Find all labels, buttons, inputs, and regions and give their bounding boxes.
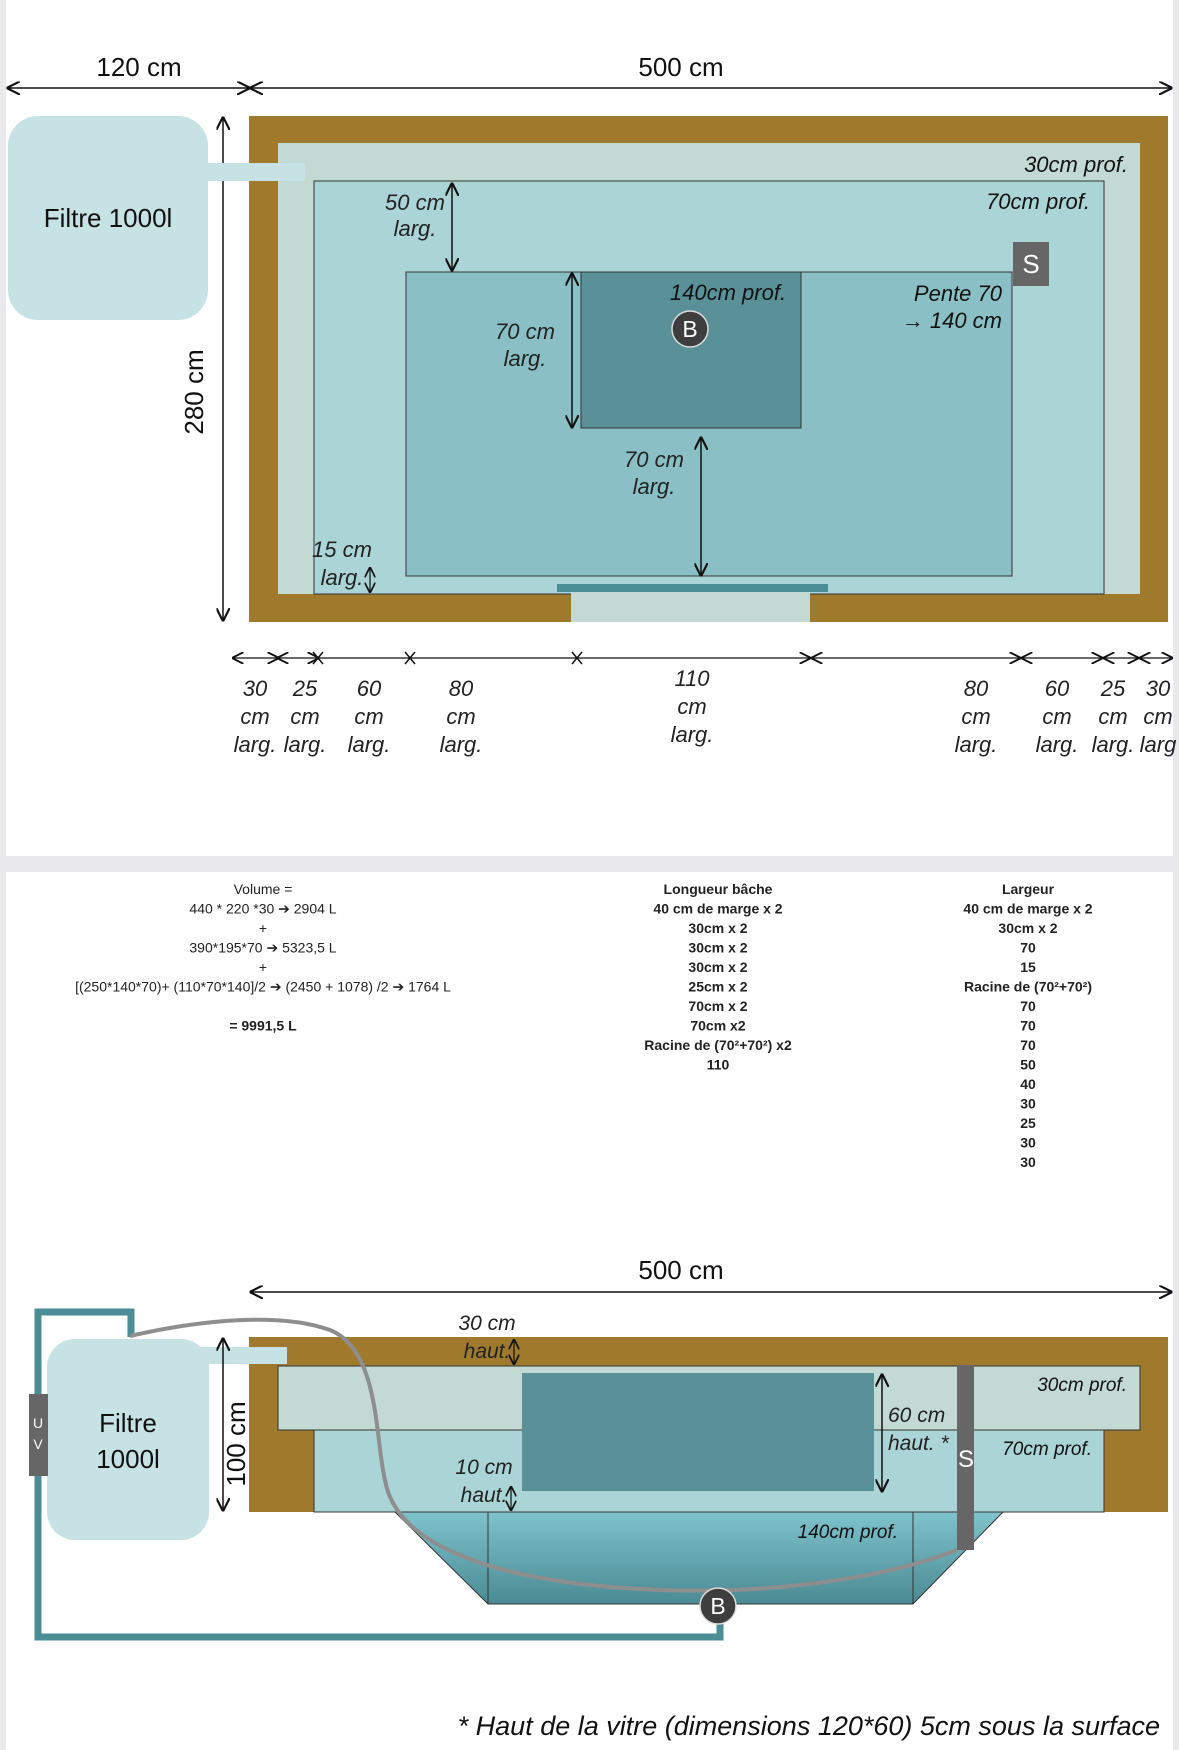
bottom-dim-value: 60 xyxy=(356,676,382,701)
slope-label-2: → 140 cm xyxy=(901,308,1002,333)
dim-70a-label-1: 70 cm xyxy=(495,319,555,344)
length-line: 40 cm de marge x 2 xyxy=(653,900,783,917)
bottom-dim-value: 80 xyxy=(448,676,474,701)
length-line: 70cm x2 xyxy=(690,1017,746,1034)
filter-pipe xyxy=(206,163,305,181)
volume-line: 440 * 220 *30 ➔ 2904 L xyxy=(189,900,337,917)
dim-10h-label-1: 10 cm xyxy=(455,1456,513,1479)
bottom-dim-kind: larg. xyxy=(233,732,277,757)
bottom-dim-unit: cm xyxy=(1143,704,1173,729)
section-bonde-label: B xyxy=(710,1593,726,1619)
calculations xyxy=(75,881,1093,1170)
dim-500-label: 500 cm xyxy=(638,52,724,82)
volume-line: Volume = xyxy=(233,881,293,897)
bonde-label: B xyxy=(682,316,698,342)
bottom-dim-kind: larg. xyxy=(439,732,483,757)
length-line: 25cm x 2 xyxy=(688,978,748,995)
uv-lamp xyxy=(29,1394,48,1476)
window-step xyxy=(571,592,810,622)
dim-70b-label-1: 70 cm xyxy=(624,447,684,472)
bottom-dim-value: 30 xyxy=(1145,676,1171,701)
dim-30h-label-1: 30 cm xyxy=(458,1312,516,1335)
section-depth-70: 70cm prof. xyxy=(1002,1439,1092,1460)
volume-line: 390*195*70 ➔ 5323,5 L xyxy=(189,939,337,956)
width-line: 30 xyxy=(1020,1095,1036,1112)
bottom-dim-kind: larg. xyxy=(670,722,714,747)
bottom-dim-kind: larg. xyxy=(347,732,391,757)
length-line: 30cm x 2 xyxy=(688,959,748,975)
uv-label-2: V xyxy=(33,1436,43,1452)
dim-15-label-1: 15 cm xyxy=(312,537,372,562)
section-depth-140: 140cm prof. xyxy=(797,1522,898,1543)
bottom-dim-kind: larg. xyxy=(1091,732,1135,757)
depth-30-label: 30cm prof. xyxy=(1024,152,1128,177)
dim-30h-label-2: haut. xyxy=(463,1340,511,1363)
dim-60h-label-1: 60 cm xyxy=(888,1404,946,1427)
width-line: 70 xyxy=(1020,998,1036,1014)
volume-line: = 9991,5 L xyxy=(229,1017,297,1034)
dim-50-label-2: larg. xyxy=(393,216,437,241)
bottom-dim-unit: cm xyxy=(1042,704,1072,729)
uv-label-1: U xyxy=(32,1415,44,1431)
width-line: 30 xyxy=(1020,1134,1036,1151)
width-line: 70 xyxy=(1020,1037,1036,1053)
depth-70-label: 70cm prof. xyxy=(986,189,1090,214)
bottom-dim-value: 60 xyxy=(1044,676,1070,701)
width-line: 30cm x 2 xyxy=(998,920,1058,936)
bottom-dim-kind: larg. xyxy=(954,732,998,757)
bottom-dim-kind: larg xyxy=(1139,732,1177,757)
bottom-dim-kind: larg. xyxy=(283,732,327,757)
width-line: Largeur xyxy=(1001,881,1055,897)
bottom-dim-unit: cm xyxy=(446,704,476,729)
length-line: 110 xyxy=(706,1056,730,1073)
bottom-dim-unit: cm xyxy=(677,694,707,719)
length-line: Longueur bâche xyxy=(663,881,773,897)
volume-calc xyxy=(75,881,451,1034)
width-line: 40 xyxy=(1020,1076,1036,1092)
dim-70a-label-2: larg. xyxy=(503,346,547,371)
bottom-dim-value: 30 xyxy=(242,676,268,701)
dim-280-label: 280 cm xyxy=(179,349,209,435)
window-bar xyxy=(557,584,828,592)
bottom-dim-kind: larg. xyxy=(1035,732,1079,757)
dim-60h-label-2: haut. * xyxy=(888,1432,949,1455)
width-line: 40 cm de marge x 2 xyxy=(963,900,1093,917)
slope-label-1: Pente 70 xyxy=(913,281,1002,306)
section-filter-pipe xyxy=(187,1347,287,1364)
bottom-dim-unit: cm xyxy=(290,704,320,729)
bottom-dim-unit: cm xyxy=(1098,704,1128,729)
dim-50-label-1: 50 cm xyxy=(385,190,445,215)
volume-line: + xyxy=(258,959,268,975)
width-line: 15 xyxy=(1020,959,1036,975)
width-line: 30 xyxy=(1020,1154,1036,1170)
bottom-dim-value: 80 xyxy=(963,676,989,701)
section-filter-label-1: Filtre xyxy=(99,1408,157,1438)
section-dim-100-label: 100 cm xyxy=(221,1401,251,1487)
bottom-dim-value: 25 xyxy=(292,676,318,701)
width-line: 50 xyxy=(1020,1056,1036,1073)
skimmer-label: S xyxy=(1022,249,1040,279)
dim-15-label-2: larg. xyxy=(320,565,364,590)
bottom-dim-unit: cm xyxy=(354,704,384,729)
bottom-dim-labels xyxy=(234,666,1178,757)
bottom-dim-unit: cm xyxy=(240,704,270,729)
plan-view xyxy=(8,52,1177,757)
depth-140-label: 140cm prof. xyxy=(669,280,787,305)
liner-length-calc xyxy=(644,881,792,1073)
dim-120-label: 120 cm xyxy=(96,52,182,82)
section-view xyxy=(29,1255,1171,1741)
bottom-dim-unit: cm xyxy=(961,704,991,729)
bottom-dim-value: 25 xyxy=(1100,676,1126,701)
filter-label: Filtre 1000l xyxy=(43,203,173,233)
width-line: 70 xyxy=(1020,1017,1036,1034)
bottom-dim-chain xyxy=(233,652,1172,664)
liner-width-calc xyxy=(963,881,1092,1170)
width-line: Racine de (70²+70²) xyxy=(964,978,1092,995)
length-line: 70cm x 2 xyxy=(688,998,748,1014)
length-line: 30cm x 2 xyxy=(688,939,748,956)
volume-line: [(250*140*70)+ (110*70*140]/2 ➔ (2450 + 1078) /2 ➔ 1764 L xyxy=(75,978,451,995)
length-line: 30cm x 2 xyxy=(688,920,748,936)
volume-line: + xyxy=(258,920,268,936)
bottom-dim-value: 110 xyxy=(674,666,710,691)
section-skimmer-label: S xyxy=(957,1446,975,1473)
width-line: 25 xyxy=(1020,1115,1036,1131)
footnote: * Haut de la vitre (dimensions 120*60) 5cm sous la surface xyxy=(457,1711,1160,1741)
length-line: Racine de (70²+70²) x2 xyxy=(644,1037,792,1053)
section-depth-30: 30cm prof. xyxy=(1037,1375,1127,1396)
width-line: 70 xyxy=(1020,939,1036,956)
section-dim-500-label: 500 cm xyxy=(638,1255,724,1285)
section-window xyxy=(522,1373,874,1491)
dim-70b-label-2: larg. xyxy=(632,474,676,499)
dim-10h-label-2: haut. xyxy=(460,1484,508,1507)
section-filter-tank xyxy=(47,1339,209,1540)
section-filter-label-2: 1000l xyxy=(96,1444,160,1474)
